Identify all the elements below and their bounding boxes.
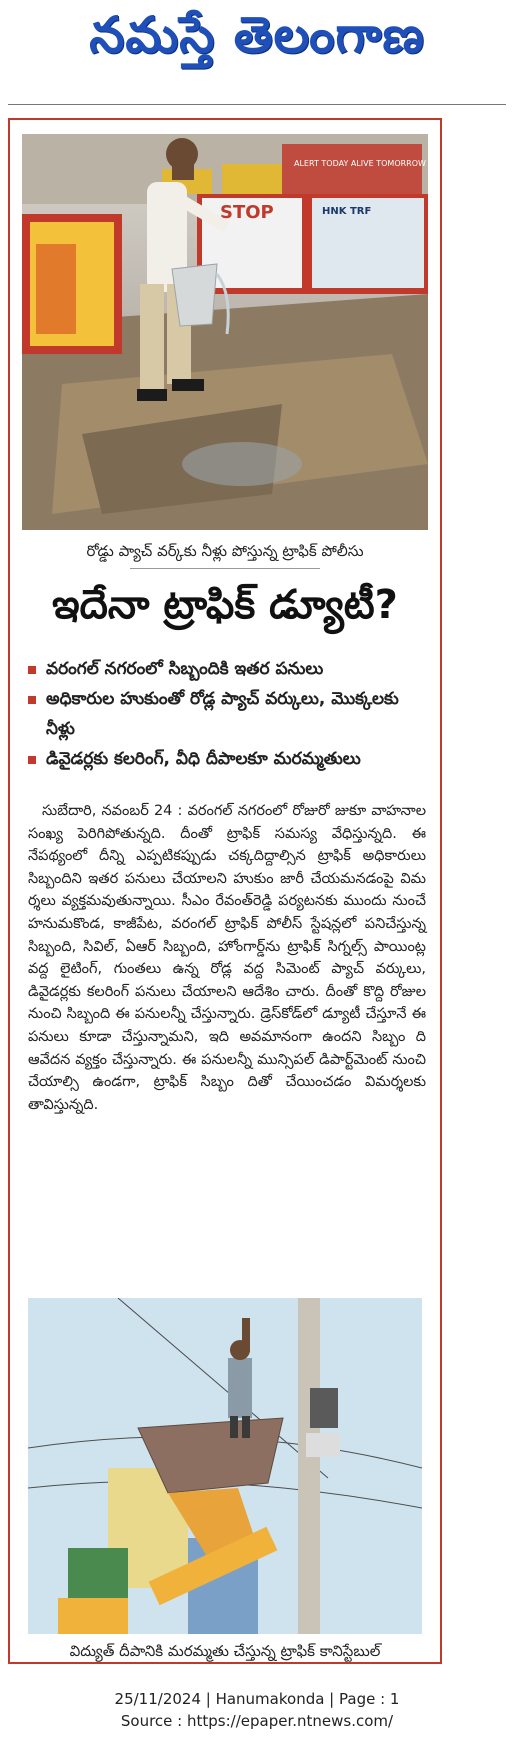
photo2-caption: విద్యుత్ దీపానికి మరమ్మతు చేస్తున్న ట్రాఫిక్ కానిస్టేబుల్ (69, 1642, 381, 1660)
photo1-caption: రోడ్డు ప్యాచ్ వర్క్‌కు నీళ్లు పోస్తున్న ట్రాఫిక్ పోలీసు (86, 542, 364, 560)
footer-edition-info: 25/11/2024 | Hanumakonda | Page : 1 (114, 1690, 400, 1708)
masthead-rule (8, 104, 506, 105)
article-box (8, 118, 442, 1664)
newspaper-title: నమస్తే తెలంగాణ (89, 6, 425, 64)
highlight-bullets (26, 654, 430, 774)
article-body: సుబేదారి, నవంబర్ 24 : వరంగల్ నగరంలో రోజురో జుకూ వాహనాల సంఖ్య పెరిగిపోతున్నది. దీంతో ట్రాఫిక్ సమస్య వేధిస్తున్నది. ఈ నేపథ్యంలో దీన్ని ఎప్పటికప్పుడు చక్కదిద్దాల్సిన ట్రాఫిక్ అధికారులు సిబ్బందిని ఇతర పనులు చేయాలని హుకుం జారీ చేయమనడంపై విమ ర్శలు వ్యక్తమవుతున్నాయి. సీఎం రేవంత్‌రెడ్డి పర్యటనకు ముందు నుంచే హనుమకొండ, కాజీపేట, వరంగల్ ట్రాఫిక్ పోలీస్ స్టేషన్లలో పనిచేస్తున్న సిబ్బంది, సివిల్, ఏఆర్ సిబ్బంది, హోంగార్డ్‌ను ట్రాఫిక్ సిగ్నల్స్ పాయింట్ల వద్ద లైటింగ్, గుంతలు ఉన్న రోడ్ల వద్ద సిమెంట్ ప్యాచ్ వర్కులు, డివైడర్లకు కలరింగ్ పనులు చేయాలని ఆదేశిం చారు. దీంతో కొద్ది రోజుల నుంచి సిబ్బంది ఈ పనులన్నీ చేస్తున్నారు. డ్రెస్‌కోడ్‌లో డ్యూటీ చేస్తూనే ఈ పనులు కూడా చేస్తున్నామని, ఇది అవమానంగా ఉందని సిబ్బం ది ఆవేదన వ్యక్తం చేస్తున్నారు. ఈ పనులన్నీ మున్సిపల్ డిపార్ట్‌మెంట్ నుంచి చేయాల్సి ఉండగా, ట్రాఫిక్ సిబ్బం దితో చేయించడం విమర్శలకు తావిస్తున్నది. (28, 803, 426, 1113)
photo-banner-text: ALERT TODAY ALIVE TOMORROW (294, 159, 426, 168)
bullet-item: డివైడర్లకు కలరింగ్, వీధి దీపాలకూ మరమ్మతులు (26, 744, 430, 774)
photo-traffic-police-watering (22, 134, 428, 530)
hnk-trf-text: HNK TRF (322, 206, 372, 217)
photo-constable-streetlight-illustration (28, 1298, 422, 1634)
footer-source-link[interactable]: Source : https://epaper.ntnews.com/ (120, 1712, 394, 1730)
bullet-item: వరంగల్ నగరంలో సిబ్బందికి ఇతర పనులు (26, 654, 430, 684)
masthead (0, 0, 514, 100)
photo-constable-streetlight (28, 1298, 422, 1634)
article-headline: ఇదేనా ట్రాఫిక్ డ్యూటీ? (52, 582, 398, 628)
photo-traffic-police-watering-illustration (22, 134, 428, 530)
caption-divider (130, 568, 320, 569)
bullet-item: అధికారుల హుకుంతో రోడ్ల ప్యాచ్ వర్కులు, మొక్కలకు నీళ్లు (26, 684, 430, 744)
stop-sign-text: STOP (220, 202, 274, 223)
